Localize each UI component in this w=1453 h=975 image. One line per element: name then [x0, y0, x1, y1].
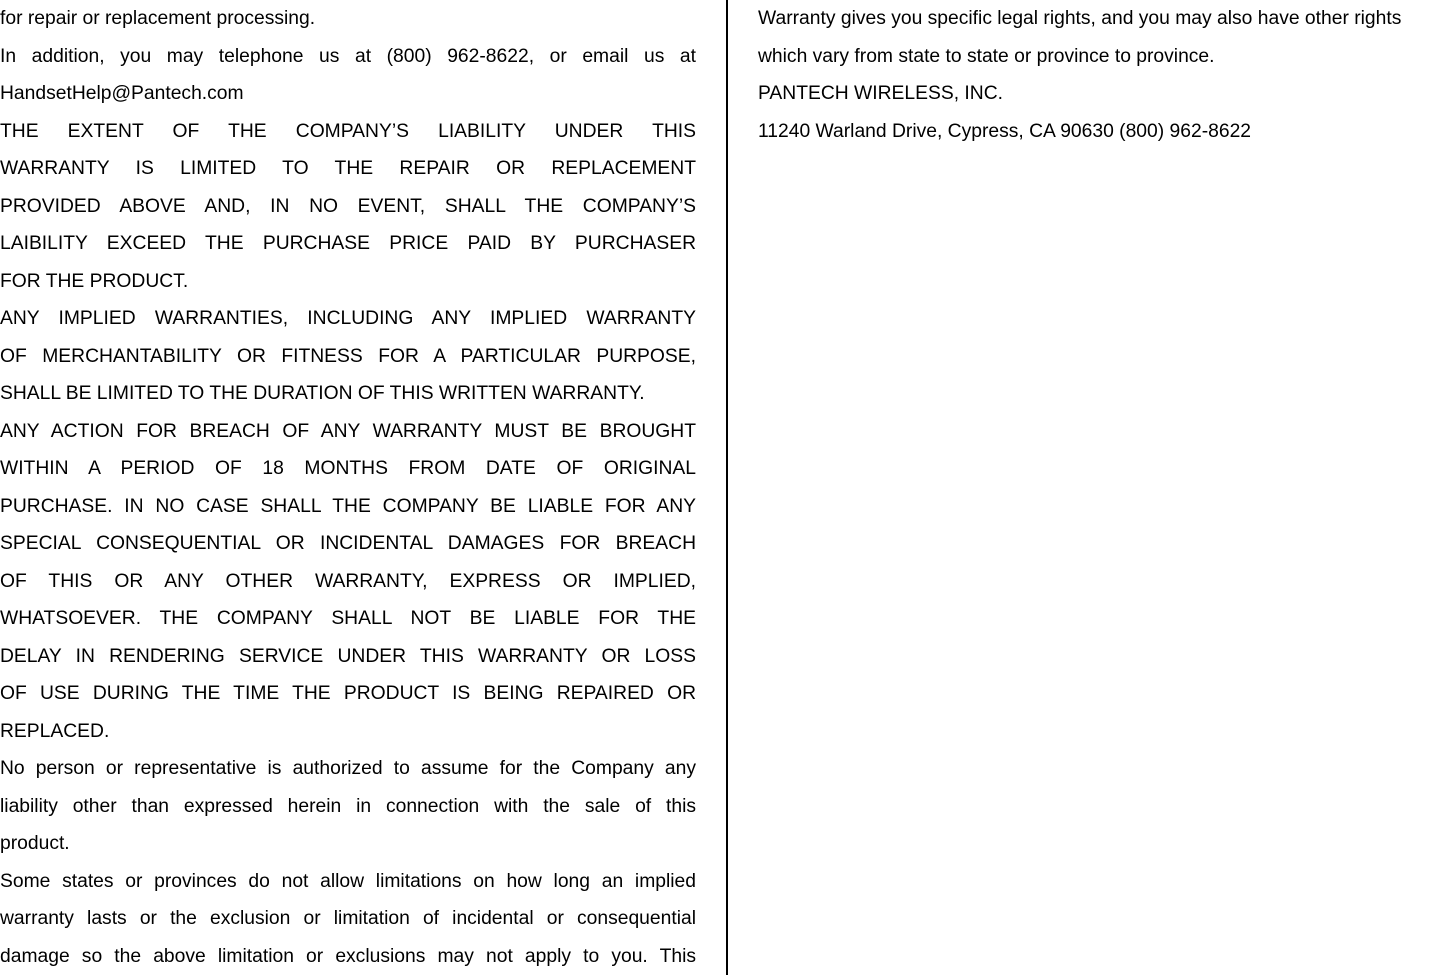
text-line: LAIBILITY EXCEED THE PURCHASE PRICE PAID BY PURCHASER: [0, 233, 696, 254]
paragraph-liability-extent: [0, 113, 696, 301]
text-line: ANY IMPLIED WARRANTIES, INCLUDING ANY IMPLIED WARRANTY: [0, 308, 696, 329]
text-line: SHALL BE LIMITED TO THE DURATION OF THIS WRITTEN WARRANTY.: [0, 383, 645, 404]
company-name: [758, 75, 1453, 113]
text-line: OF USE DURING THE TIME THE PRODUCT IS BEING REPAIRED OR: [0, 683, 696, 704]
text-line: WHATSOEVER. THE COMPANY SHALL NOT BE LIABLE FOR THE: [0, 608, 696, 629]
text-line: ANY ACTION FOR BREACH OF ANY WARRANTY MUST BE BROUGHT: [0, 420, 696, 442]
paragraph-state-limitations: [0, 863, 696, 975]
text-line: WARRANTY IS LIMITED TO THE REPAIR OR REPLACEMENT: [0, 158, 696, 179]
text-line: warranty lasts or the exclusion or limitation of incidental or consequential: [0, 908, 696, 929]
left-column: [0, 0, 696, 975]
text-line: FOR THE PRODUCT.: [0, 270, 189, 292]
paragraph-repair-processing: [0, 0, 696, 38]
text-line: In addition, you may telephone us at (800) 962-8622, or email us at: [0, 45, 696, 67]
text-line: damage so the above limitation or exclusions may not apply to you. This: [0, 945, 696, 967]
text-line: which vary from state to state or province to province.: [758, 45, 1215, 67]
text-line: 11240 Warland Drive, Cypress, CA 90630 (800) 962-8622: [758, 120, 1252, 142]
paragraph-contact: [0, 38, 696, 113]
company-address: [758, 113, 1453, 151]
column-divider: [726, 0, 728, 975]
text-line: Warranty gives you specific legal rights, and you may also have other rights: [758, 8, 1402, 29]
text-line: PANTECH WIRELESS, INC.: [758, 83, 1003, 104]
paragraph-legal-rights: [758, 0, 1453, 75]
text-line: for repair or replacement processing.: [0, 8, 316, 29]
text-line: product.: [0, 833, 70, 854]
paragraph-no-representative: [0, 750, 696, 863]
text-line: OF MERCHANTABILITY OR FITNESS FOR A PARTICULAR PURPOSE,: [0, 345, 696, 367]
text-line: PURCHASE. IN NO CASE SHALL THE COMPANY BE LIABLE FOR ANY: [0, 495, 696, 517]
text-line: No person or representative is authorized to assume for the Company any: [0, 758, 696, 779]
text-line: THE EXTENT OF THE COMPANY’S LIABILITY UNDER THIS: [0, 120, 696, 142]
text-line: WITHIN A PERIOD OF 18 MONTHS FROM DATE OF ORIGINAL: [0, 458, 696, 479]
text-line: OF THIS OR ANY OTHER WARRANTY, EXPRESS OR IMPLIED,: [0, 570, 696, 592]
text-line: REPLACED.: [0, 720, 110, 742]
paragraph-implied-warranties: [0, 300, 696, 750]
text-line: SPECIAL CONSEQUENTIAL OR INCIDENTAL DAMAGES FOR BREACH: [0, 533, 696, 554]
text-line: PROVIDED ABOVE AND, IN NO EVENT, SHALL THE COMPANY’S: [0, 195, 696, 217]
right-column: [758, 0, 1453, 150]
text-line: liability other than expressed herein in connection with the sale of this: [0, 795, 696, 817]
text-line: Some states or provinces do not allow limitations on how long an implied: [0, 870, 696, 892]
email-address: HandsetHelp@Pantech.com: [0, 83, 244, 104]
text-line: DELAY IN RENDERING SERVICE UNDER THIS WARRANTY OR LOSS: [0, 645, 696, 667]
